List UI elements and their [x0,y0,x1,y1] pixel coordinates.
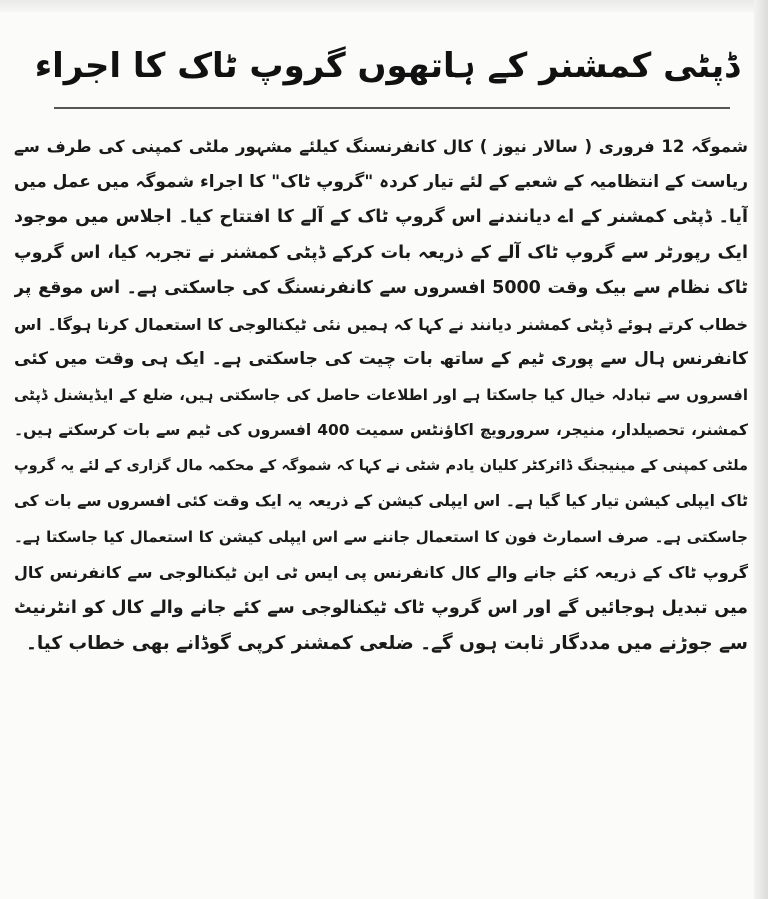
scan-top-edge [0,0,768,12]
body-line-1: شموگہ 12 فروری ( سالار نیوز ) کال کانفرنسنگ کیلئے مشہور ملٹی کمپنی کی طرف سے [14,137,748,156]
article-headline: ڈپٹی کمشنر کے ہاتھوں گروپ ٹاک کا اجراء [34,46,740,86]
body-line-10: ملٹی کمپنی کے مینیجنگ ڈائرکٹر کلیان یادم شٹی نے کہا کہ شموگہ کے محکمہ مال گزاری کے لئے یہ گروپ [14,457,748,474]
body-line-3: آیا۔ ڈپٹی کمشنر کے اے دیانندنے اس گروپ ٹاک کے آلے کا افتتاح کیا۔ اجلاس میں موجود [14,207,748,227]
body-line-5: ٹاک نظام سے بیک وقت 5000 افسروں سے کانفرنسنگ کی جاسکتی ہے۔ اس موقع پر [14,278,748,298]
body-line-11: ٹاک ایپلی کیشن تیار کیا گیا ہے۔ اس ایپلی کیشن کے ذریعہ یہ ایک وقت کئی افسروں سے بات کی [14,492,748,510]
body-line-12: جاسکتی ہے۔ صرف اسمارٹ فون کا استعمال جاننے سے اس ایپلی کیشن کا استعمال کیا جاسکتا ہے۔ [14,527,748,546]
body-line-7: کانفرنس ہال سے پوری ٹیم کے ساتھ بات چیت کی جاسکتی ہے۔ ایک ہی وقت میں کئی [14,349,748,369]
body-line-13: گروپ ٹاک کے ذریعہ کئے جانے والے کال کانفرنس پی ایس ٹی این ٹیکنالوجی سے کانفرنس کال [14,563,748,582]
body-line-4: ایک رپورٹر سے گروپ ٹاک آلے کے ذریعہ بات کرکے ڈپٹی کمشنر نے تجربہ کیا، اس گروپ [14,242,748,263]
body-line-14: میں تبدیل ہوجائیں گے اور اس گروپ ٹاک ٹیکنالوجی سے کئے جانے والے کال کو انٹرنیٹ [14,597,748,618]
body-line-2: ریاست کے انتظامیہ کے شعبے کے لئے تیار کردہ "گروپ ٹاک" کا اجراء شموگہ میں عمل میں [14,171,748,192]
scan-right-edge [754,0,768,899]
body-line-8: افسروں سے تبادلہ خیال کیا جاسکتا ہے اور اطلاعات حاصل کی جاسکتی ہیں، ضلع کے ایڈیشنل ڈپٹی [14,385,748,404]
body-line-15: سے جوڑنے میں مددگار ثابت ہوں گے۔ ضلعی کمشنر کرپی گوڈانے بھی خطاب کیا۔ [25,633,748,654]
news-article [10,28,752,894]
body-line-6: خطاب کرتے ہوئے ڈپٹی کمشنر دیانند نے کہا کہ ہمیں نئی ٹیکنالوجی کا استعمال کرنا ہوگا۔ اس [14,314,748,334]
article-body [14,129,748,894]
body-line-9: کمشنر، تحصیلدار، منیجر، سرورویچ اکاؤنٹس سمیت 400 افسروں کی ٹیم سے بات کرسکتے ہیں۔ [14,421,748,439]
headline-divider [54,107,730,109]
